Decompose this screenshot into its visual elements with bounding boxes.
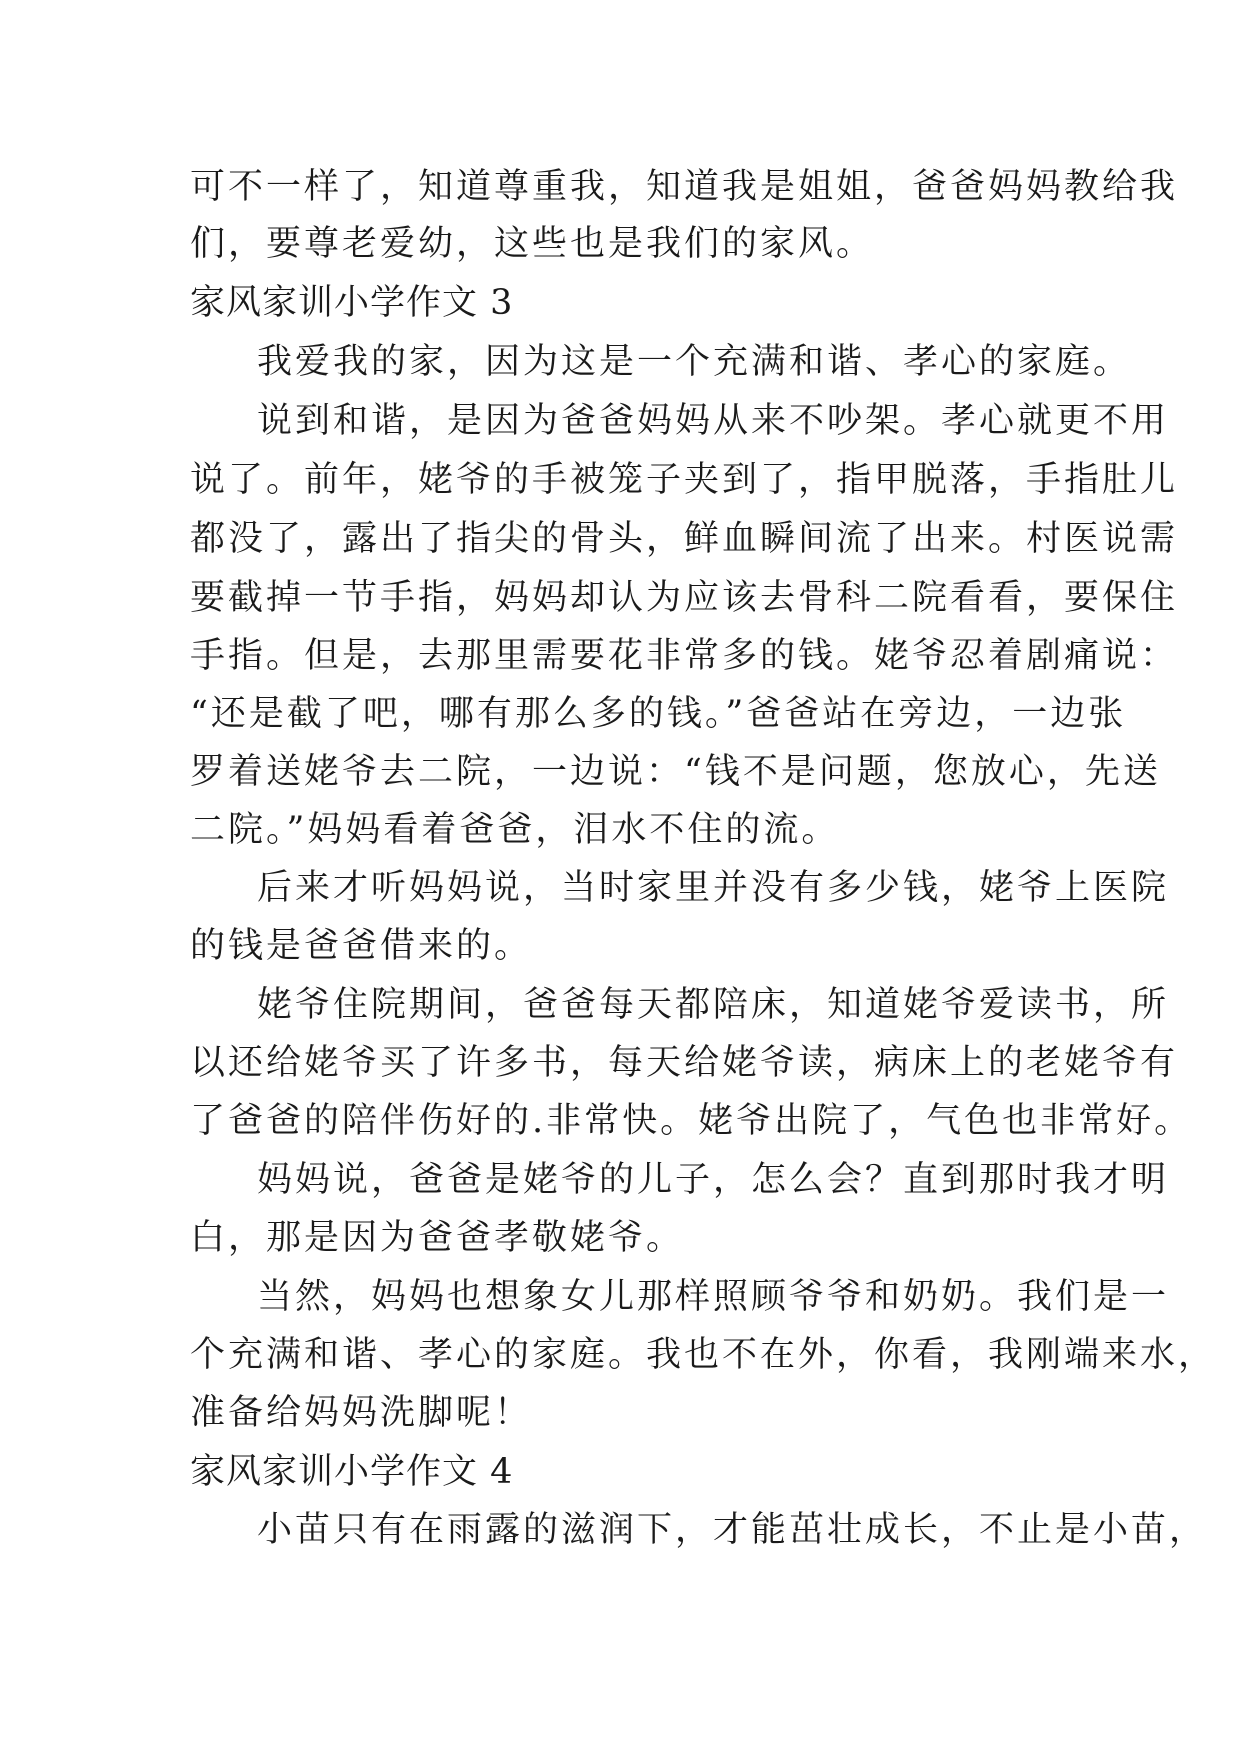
paragraph-line: 的钱是爸爸借来的。: [190, 926, 533, 966]
paragraph-line: 都没了，露出了指尖的骨头，鲜血瞬间流了出来。村医说需: [190, 519, 1179, 559]
section-heading: 家风家训小学作文 3: [190, 283, 514, 323]
paragraph-line: 要截掉一节手指，妈妈却认为应该去骨科二院看看，要保住: [190, 578, 1179, 618]
paragraph-line: 白，那是因为爸爸孝敬姥爷。: [190, 1218, 685, 1258]
paragraph-line: 姥爷住院期间，爸爸每天都陪床，知道姥爷爱读书，所: [257, 985, 1170, 1025]
paragraph-line: “还是截了吧，哪有那么多的钱。”爸爸站在旁边，一边张: [190, 694, 1127, 734]
paragraph-line: 说到和谐，是因为爸爸妈妈从来不吵架。孝心就更不用: [257, 401, 1170, 441]
paragraph-line: 罗着送姥爷去二院，一边说：“钱不是问题，您放心，先送: [190, 752, 1161, 792]
paragraph-line: 小苗只有在雨露的滋润下，才能茁壮成长，不止是小苗，: [257, 1510, 1208, 1550]
paragraph-line: 以还给姥爷买了许多书，每天给姥爷读，病床上的老姥爷有: [190, 1043, 1179, 1083]
paragraph-line: 准备给妈妈洗脚呢！: [190, 1393, 533, 1433]
section-heading: 家风家训小学作文 4: [190, 1452, 514, 1492]
paragraph-line: 们，要尊老爱幼，这些也是我们的家风。: [190, 224, 875, 264]
paragraph-line: 当然，妈妈也想象女儿那样照顾爷爷和奶奶。我们是一: [257, 1277, 1170, 1317]
paragraph-line: 说了。前年，姥爷的手被笼子夹到了，指甲脱落，手指肚儿: [190, 460, 1179, 500]
paragraph-line: 了爸爸的陪伴伤好的.非常快。姥爷出院了，气色也非常好。: [190, 1101, 1193, 1141]
paragraph-line: 后来才听妈妈说，当时家里并没有多少钱，姥爷上医院: [257, 868, 1170, 908]
paragraph-line: 手指。但是，去那里需要花非常多的钱。姥爷忍着剧痛说：: [190, 636, 1179, 676]
paragraph-line: 妈妈说，爸爸是姥爷的儿子，怎么会？直到那时我才明: [257, 1160, 1170, 1200]
paragraph-line: 可不一样了，知道尊重我，知道我是姐姐，爸爸妈妈教给我: [190, 167, 1179, 207]
paragraph-line: 二院。”妈妈看着爸爸，泪水不住的流。: [190, 810, 840, 850]
paragraph-line: 个充满和谐、孝心的家庭。我也不在外，你看，我刚端来水，: [190, 1335, 1217, 1375]
paragraph-line: 我爱我的家，因为这是一个充满和谐、孝心的家庭。: [257, 342, 1132, 382]
